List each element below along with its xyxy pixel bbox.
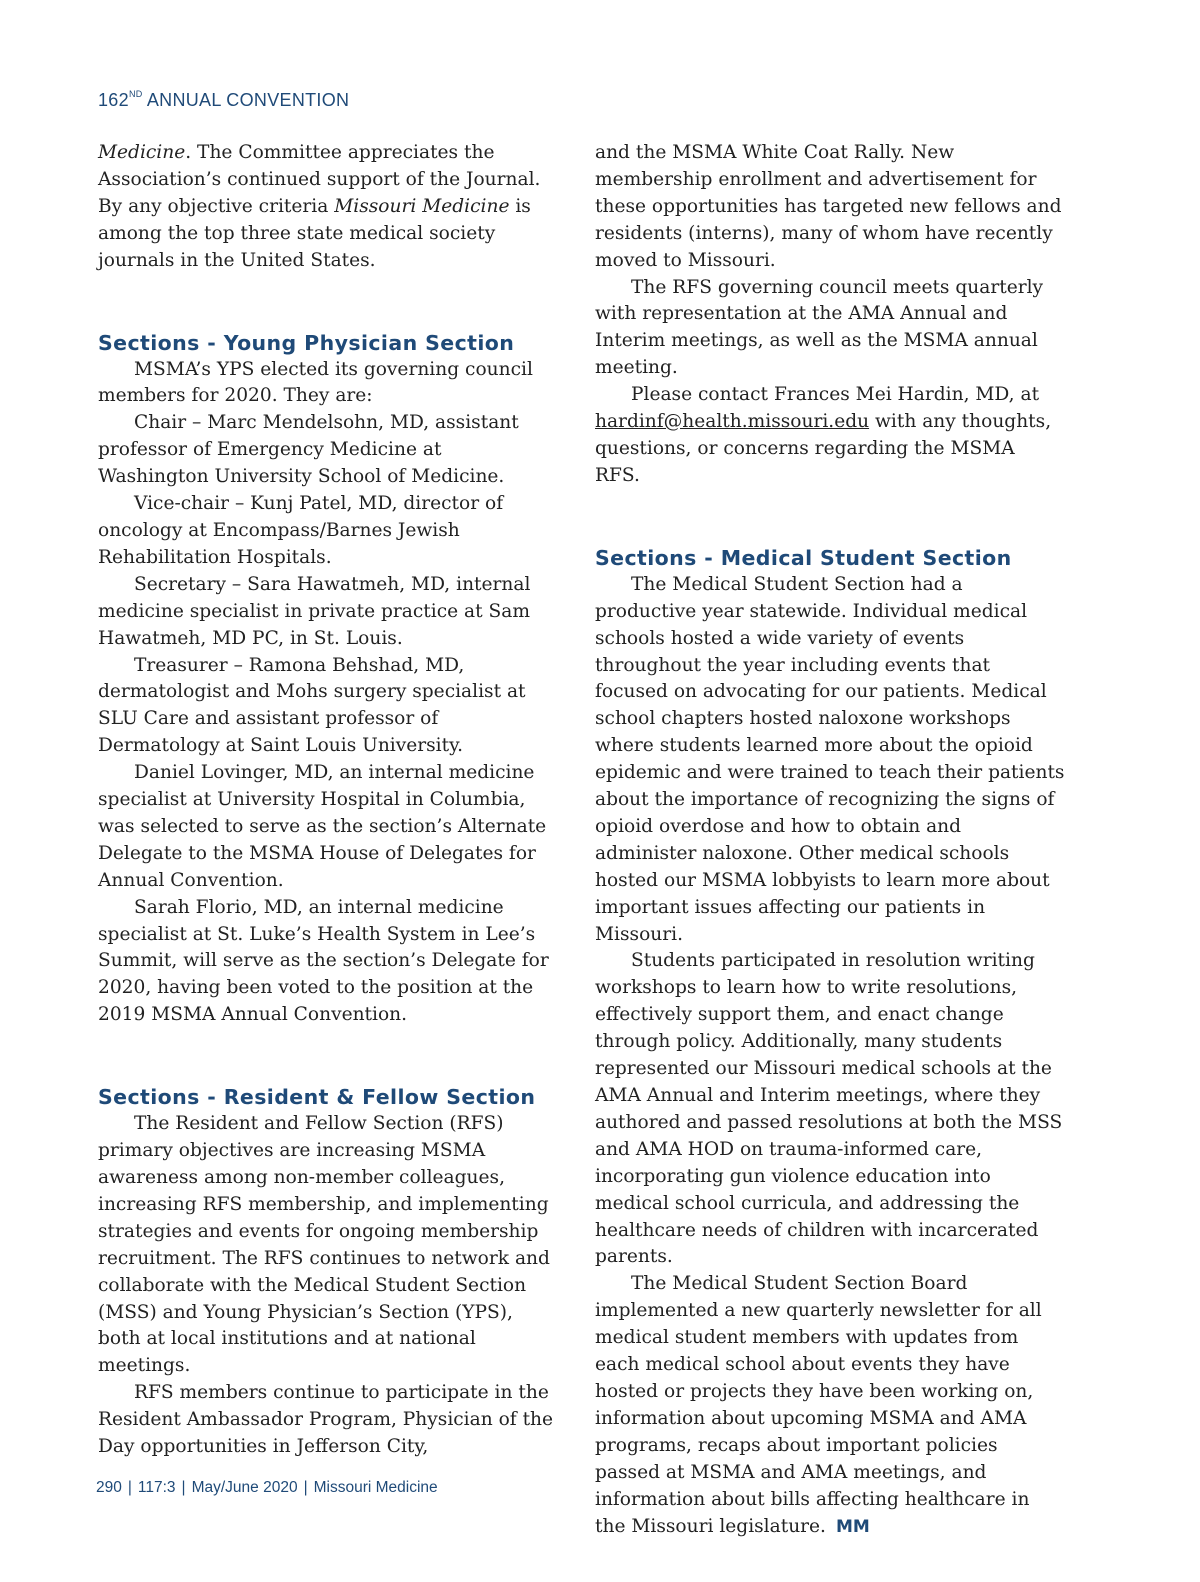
footer-separator: |: [303, 1479, 308, 1496]
end-mark: MM: [835, 1516, 870, 1537]
footer-separator: |: [127, 1479, 132, 1496]
rfs-heading: Sections - Resident & Fellow Section: [98, 1085, 536, 1110]
rfs-paragraph: The Resident and Fellow Section (RFS) primary objectives are increasing MSMA awareness among non-member colleagues, increasing RFS membership, and implementing strategies and events for ongoing membership recruitment. The RFS continues to network and collaborate with the Medical Student Section (MSS) and Young Physician’s Section (YPS), both at local institutions and at national meetings.: [98, 1113, 550, 1377]
yps-paragraph: MSMA’s YPS elected its governing council members for 2020. They are:: [98, 358, 533, 407]
journal-name: Missouri Medicine: [313, 1479, 438, 1496]
yps-paragraph: Vice-chair – Kunj Patel, MD, director of oncology at Encompass/Barnes Jewish Rehabilitation Hospitals.: [98, 493, 504, 568]
yps-heading: Sections - Young Physician Section: [98, 330, 515, 355]
rfs-continued-paragraph: and the MSMA White Coat Rally. New membership enrollment and advertisement for these opportunities has targeted new fellows and residents (interns), many of whom have recently moved to Missouri.: [595, 142, 1062, 271]
issue-date: May/June 2020: [191, 1479, 298, 1496]
volume-issue: 117:3: [137, 1479, 176, 1496]
yps-paragraph: Secretary – Sara Hawatmeh, MD, internal medicine specialist in private practice at Sam Hawatmeh, MD PC, in St. Louis.: [98, 573, 531, 649]
mss-paragraph: The Medical Student Section had a productive year statewide. Individual medical schools hosted a wide variety of events throughout the year including events that focused on advocating for our patients. Medical school chapters hosted naloxone workshops where students learned more about the opioid epidemic and were trained to teach their patients about the importance of recognizing the signs of opioid overdose and how to obtain and administer naloxone. Other medical schools hosted our MSMA lobbyists to learn more about important issues affecting our patients in Missouri.: [595, 573, 1065, 945]
page-number: 290: [96, 1479, 122, 1496]
page-footer: [96, 1479, 438, 1497]
mss-last-text: The Medical Student Section Board implemented a new quarterly newsletter for all medical student members with updates from each medical school about events they have hosted or projects they have been working on, information about upcoming MSMA and AMA programs, recaps about important policies passed at MSMA and AMA meetings, and information about bills affecting healthcare in the Missouri legislature.: [595, 1273, 1042, 1537]
mss-last-paragraph: [595, 1271, 1065, 1540]
yps-paragraph: Sarah Florio, MD, an internal medicine specialist at St. Luke’s Health System in Lee’s Summit, will serve as the section’s Delegate for 2020, having been voted to the position at the 2019 MSMA Annual Convention.: [98, 896, 549, 1026]
left-column: [98, 140, 556, 1461]
mss-heading: Sections - Medical Student Section: [595, 545, 1012, 570]
convention-title: ANNUAL CONVENTION: [146, 90, 350, 110]
running-head: [98, 90, 349, 111]
yps-paragraph: Treasurer – Ramona Behshad, MD, dermatologist and Mohs surgery specialist at SLU Care and assistant professor of Dermatology at Saint Louis University.: [98, 654, 526, 757]
journal-name-italic: Medicine: [98, 142, 186, 163]
yps-paragraph: Chair – Marc Mendelsohn, MD, assistant professor of Emergency Medicine at Washington University School of Medicine.: [98, 412, 519, 488]
intro-text-part-2: is among the top three state medical society journals in the United States.: [98, 195, 531, 271]
ordinal-suffix: ND: [128, 89, 143, 99]
journal-name-italic-2: Missouri Medicine: [334, 195, 510, 217]
rfs-council-paragraph: The RFS governing council meets quarterly with representation at the AMA Annual and Interim meetings, as well as the MSMA annual meeting.: [595, 276, 1044, 379]
rfs-paragraph: RFS members continue to participate in the Resident Ambassador Program, Physician of the Day opportunities in Jefferson City,: [98, 1382, 554, 1458]
contact-text-before: Please contact Frances Mei Hardin, MD, at: [631, 384, 1040, 406]
yps-paragraph: Daniel Lovinger, MD, an internal medicine specialist at University Hospital in Columbia, was selected to serve as the section’s Alternate Delegate to the MSMA House of Delegates for Annual Convention.: [98, 762, 547, 891]
contact-text-after: with any thoughts, questions, or concerns regarding the MSMA RFS.: [595, 411, 1052, 486]
footer-separator: |: [181, 1479, 186, 1496]
intro-text-part-1: . The Committee appreciates the Association’s continued support of the Journal. By any objective criteria: [98, 142, 541, 217]
right-column: [595, 140, 1065, 1540]
contact-email-link[interactable]: hardinf@health.missouri.edu: [595, 411, 870, 433]
intro-paragraph: [98, 140, 556, 275]
convention-number: 162: [98, 90, 129, 110]
mss-paragraph: Students participated in resolution writing workshops to learn how to write resolutions, effectively support them, and enact change through policy. Additionally, many students represented our Missouri medical schools at the AMA Annual and Interim meetings, where they authored and passed resolutions at both the MSS and AMA HOD on trauma-informed care, incorporating gun violence education into medical school curricula, and addressing the healthcare needs of children with incarcerated parents.: [595, 950, 1063, 1268]
contact-paragraph: [595, 382, 1065, 490]
